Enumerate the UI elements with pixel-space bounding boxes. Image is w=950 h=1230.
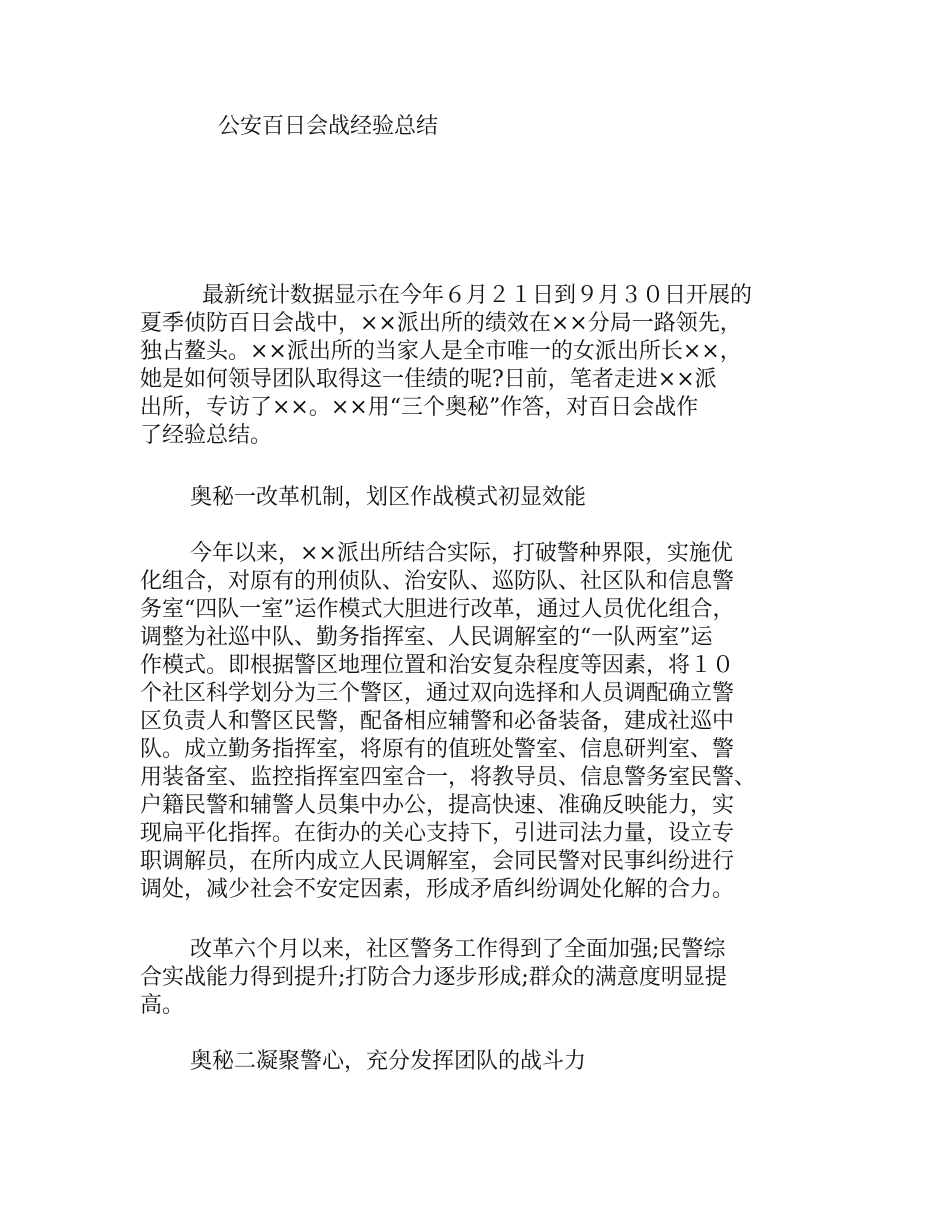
results-line: 改革六个月以来，社区警务工作得到了全面加强;民警综	[190, 937, 726, 962]
intro-paragraph	[140, 282, 830, 450]
intro-line: 出所，专访了××。××用“三个奥秘”作答，对百日会战作	[140, 395, 699, 420]
section-heading-secret-one: 奥秘一改革机制，划区作战模式初显效能	[190, 485, 587, 510]
reform-line: 现扁平化指挥。在街办的关心支持下，引进司法力量，设立专	[140, 821, 735, 846]
intro-line: 了经验总结。	[140, 423, 273, 448]
results-paragraph	[140, 936, 830, 1020]
reform-line: 队。成立勤务指挥室，将原有的值班处警室、信息研判室、警	[140, 737, 735, 762]
reform-line: 今年以来，××派出所结合实际，打破警种界限，实施优	[190, 541, 733, 566]
reform-line: 调整为社巡中队、勤务指挥室、人民调解室的“一队两室”运	[140, 625, 713, 650]
intro-line: 独占鳌头。××派出所的当家人是全市唯一的女派出所长××，	[140, 339, 742, 364]
reform-line: 职调解员，在所内成立人民调解室，会同民警对民事纠纷进行	[140, 849, 735, 874]
section-heading-secret-two: 奥秘二凝聚警心，充分发挥团队的战斗力	[190, 1049, 587, 1074]
intro-line: 最新统计数据显示在今年６月２１日到９月３０日开展的	[202, 283, 753, 308]
reform-line: 化组合，对原有的刑侦队、治安队、巡防队、社区队和信息警	[140, 569, 735, 594]
results-line: 高。	[140, 993, 185, 1018]
document-title: 公安百日会战经验总结	[218, 114, 439, 139]
reform-line: 区负责人和警区民警，配备相应辅警和必备装备，建成社巡中	[140, 709, 735, 734]
reform-line: 作模式。即根据警区地理位置和治安复杂程度等因素，将１０	[140, 653, 735, 678]
reform-line: 户籍民警和辅警人员集中办公，提高快速、准确反映能力，实	[140, 793, 735, 818]
intro-line: 夏季侦防百日会战中，××派出所的绩效在××分局一路领先，	[140, 311, 742, 336]
reform-line: 务室“四队一室”运作模式大胆进行改革，通过人员优化组合，	[140, 597, 735, 622]
intro-line: 她是如何领导团队取得这一佳绩的呢?日前，笔者走进××派	[140, 367, 717, 392]
results-line: 合实战能力得到提升;打防合力逐步形成;群众的满意度明显提	[140, 965, 727, 990]
reform-paragraph	[140, 540, 830, 904]
reform-line: 调处，减少社会不安定因素，形成矛盾纠纷调处化解的合力。	[140, 877, 735, 902]
reform-line: 用装备室、监控指挥室四室合一，将教导员、信息警务室民警、	[140, 765, 757, 790]
reform-line: 个社区科学划分为三个警区，通过双向选择和人员调配确立警	[140, 681, 735, 706]
